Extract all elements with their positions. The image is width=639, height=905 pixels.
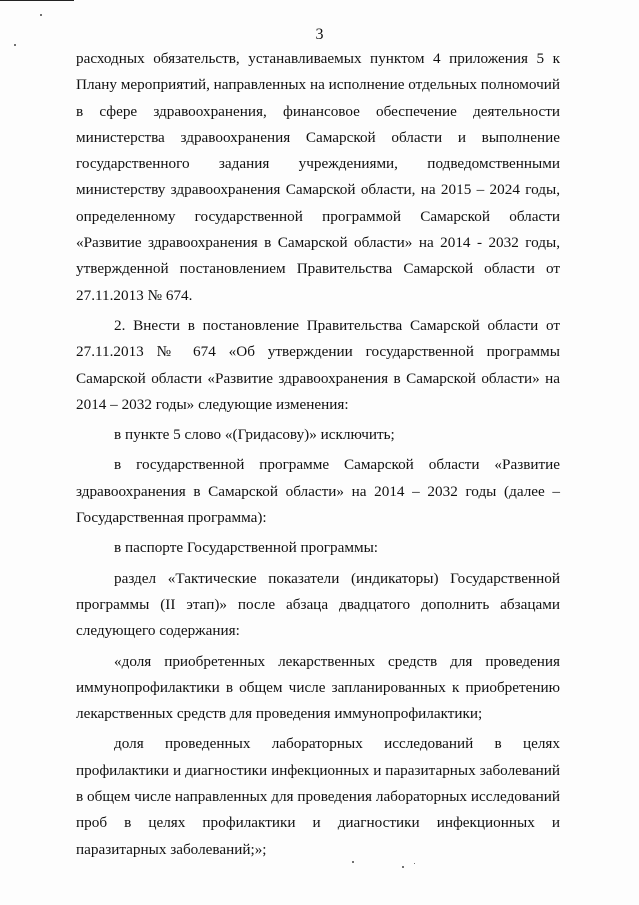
paragraph-point-5: в пункте 5 слово «(Гридасову)» исключить; <box>114 426 395 444</box>
scan-speck <box>40 14 42 16</box>
paragraph-quote-1: «доля приобретенных лекарственных средств для проведения иммунопрофилактики в общем числе запланированных к приобретению лекарственных средств для проведения иммунопрофилактики; <box>76 652 560 723</box>
paragraph-section: раздел «Тактические показатели (индикаторы) Государственной программы (II этап)» после абзаца двадцатого дополнить абзацами следующего содержания: <box>76 569 560 640</box>
scan-speck <box>14 44 16 46</box>
paragraph-quote-2: доля проведенных лабораторных исследований в целях профилактики и диагностики инфекционных и паразитарных заболеваний в общем числе направленных для проведения лабораторных исследований проб в целях профилактики и диагностики инфекционных и паразитарных заболеваний;»; <box>76 735 560 858</box>
paragraph-item-2: 2. Внести в постановление Правительства Самарской области от 27.11.2013 № 674 «Об утверждении государственной программы Самарской области «Развитие здравоохранения в Самарской области» на 2014 – 2032 годы» следующие изменения: <box>76 316 560 413</box>
document-body <box>76 46 560 867</box>
scan-edge-line <box>0 0 74 1</box>
paragraph-passport: в паспорте Государственной программы: <box>114 539 379 557</box>
paragraph-continuation: расходных обязательств, устанавливаемых пунктом 4 приложения 5 к Плану мероприятий, направленных на исполнение отдельных полномочий в сфере здравоохранения, финансовое обеспечение деятельности министерства здравоохранения Самарской области и выполнение государственного задания учреждениями, подведомственными министерству здравоохранения Самарской области, на 2015 – 2024 годы, определенному государственной программой Самарской области «Развитие здравоохранения в Самарской области» на 2014 - 2032 годы, утвержденной постановлением Правительства Самарской области от 27.11.2013 № 674. <box>76 50 560 304</box>
page-number: 3 <box>315 26 324 43</box>
paragraph-state-program: в государственной программе Самарской области «Развитие здравоохранения в Самарской области» на 2014 – 2032 годы (далее – Государственная программа): <box>76 456 560 527</box>
